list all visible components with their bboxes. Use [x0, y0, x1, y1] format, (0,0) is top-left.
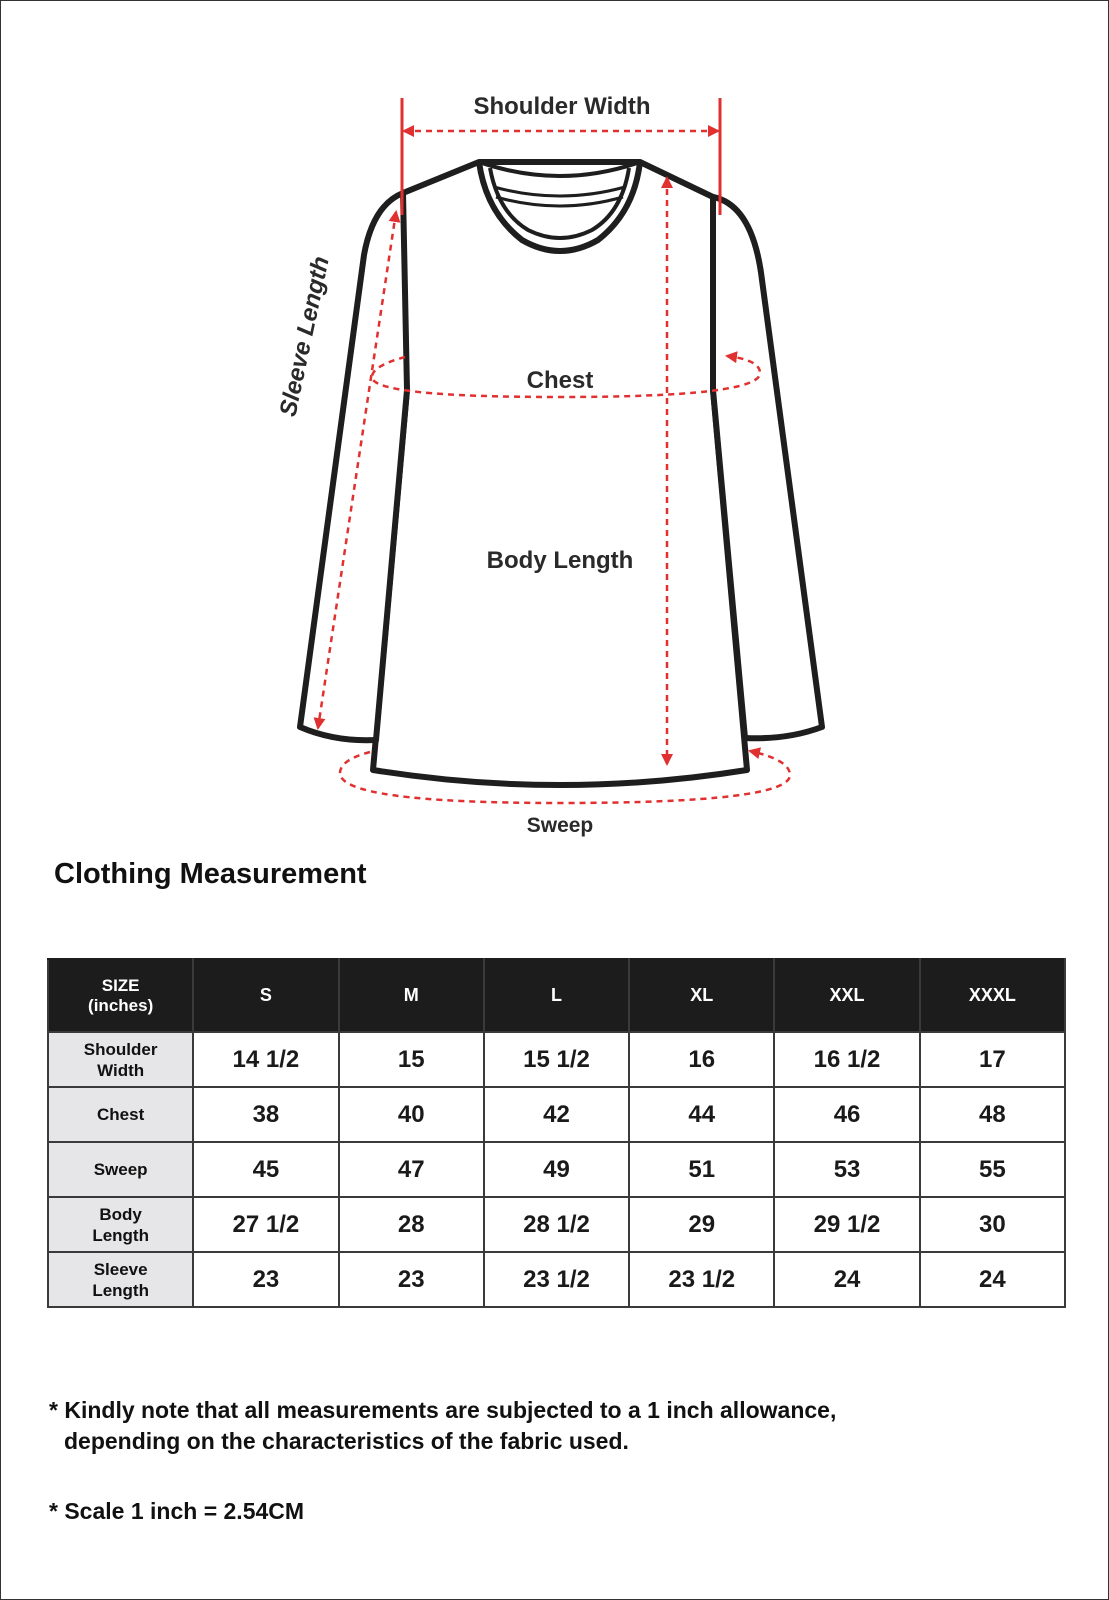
table-cell: 24 [920, 1252, 1065, 1307]
table-header-row [48, 959, 1065, 1032]
table-cell: 28 1/2 [484, 1197, 629, 1252]
page-title: Clothing Measurement [54, 858, 367, 890]
table-cell: 40 [339, 1087, 484, 1142]
table-cell: 29 [629, 1197, 774, 1252]
table-cell: 28 [339, 1197, 484, 1252]
size-header-line1: SIZE [101, 975, 140, 995]
table-cell: 49 [484, 1142, 629, 1197]
row-label [48, 1087, 193, 1142]
table-cell: 15 1/2 [484, 1032, 629, 1087]
table-cell: 42 [484, 1087, 629, 1142]
table-row-body-length [48, 1197, 1065, 1252]
table-cell: 14 1/2 [193, 1032, 338, 1087]
size-column-header: XXXL [920, 959, 1065, 1032]
table-cell: 16 [629, 1032, 774, 1087]
table-row-chest [48, 1087, 1065, 1142]
table-cell: 48 [920, 1087, 1065, 1142]
size-column-header: XXL [774, 959, 919, 1032]
row-label-line1: Sleeve [93, 1259, 148, 1279]
allowance-note-line2: depending on the characteristics of the fabric used. [64, 1428, 629, 1454]
row-label-line1: Chest [97, 1105, 145, 1124]
row-label [48, 1197, 193, 1252]
chest-label: Chest [526, 367, 594, 394]
table-row-sleeve-length [48, 1252, 1065, 1307]
size-chart-table [47, 958, 1066, 1308]
sleeve-length-label: Sleeve Length [274, 254, 335, 419]
table-row-sweep [48, 1142, 1065, 1197]
table-cell: 16 1/2 [774, 1032, 919, 1087]
table-cell: 23 [339, 1252, 484, 1307]
table-cell: 23 1/2 [629, 1252, 774, 1307]
table-cell: 38 [193, 1087, 338, 1142]
table-cell: 53 [774, 1142, 919, 1197]
body-length-label: Body Length [486, 547, 634, 574]
shirt-outline-icon [300, 162, 822, 785]
sweep-label: Sweep [526, 814, 594, 837]
table-cell: 47 [339, 1142, 484, 1197]
scale-note: * Scale 1 inch = 2.54CM [49, 1498, 305, 1524]
size-column-header: M [339, 959, 484, 1032]
size-column-header: S [193, 959, 338, 1032]
table-cell: 51 [629, 1142, 774, 1197]
row-label [48, 1252, 193, 1307]
row-label-line1: Body [99, 1204, 142, 1224]
size-header-line2: (inches) [88, 995, 154, 1015]
size-column-header: L [484, 959, 629, 1032]
table-cell: 17 [920, 1032, 1065, 1087]
row-label-line1: Shoulder [83, 1039, 158, 1059]
table-cell: 30 [920, 1197, 1065, 1252]
table-cell: 45 [193, 1142, 338, 1197]
table-cell: 46 [774, 1087, 919, 1142]
row-label-line1: Sweep [93, 1160, 148, 1179]
table-cell: 44 [629, 1087, 774, 1142]
size-header-cell [48, 959, 193, 1032]
size-column-header: XL [629, 959, 774, 1032]
row-label [48, 1142, 193, 1197]
table-cell: 27 1/2 [193, 1197, 338, 1252]
row-label-line2: Width [97, 1060, 145, 1080]
table-cell: 15 [339, 1032, 484, 1087]
table-cell: 23 [193, 1252, 338, 1307]
table-cell: 29 1/2 [774, 1197, 919, 1252]
row-label [48, 1032, 193, 1087]
allowance-note-line1: * Kindly note that all measurements are subjected to a 1 inch allowance, [49, 1397, 837, 1423]
row-label-line2: Length [92, 1225, 149, 1245]
table-row-shoulder-width [48, 1032, 1065, 1087]
shoulder-width-label: Shoulder Width [473, 93, 651, 120]
table-cell: 55 [920, 1142, 1065, 1197]
allowance-note [49, 1395, 836, 1457]
row-label-line2: Length [92, 1280, 149, 1300]
table-cell: 24 [774, 1252, 919, 1307]
table-cell: 23 1/2 [484, 1252, 629, 1307]
